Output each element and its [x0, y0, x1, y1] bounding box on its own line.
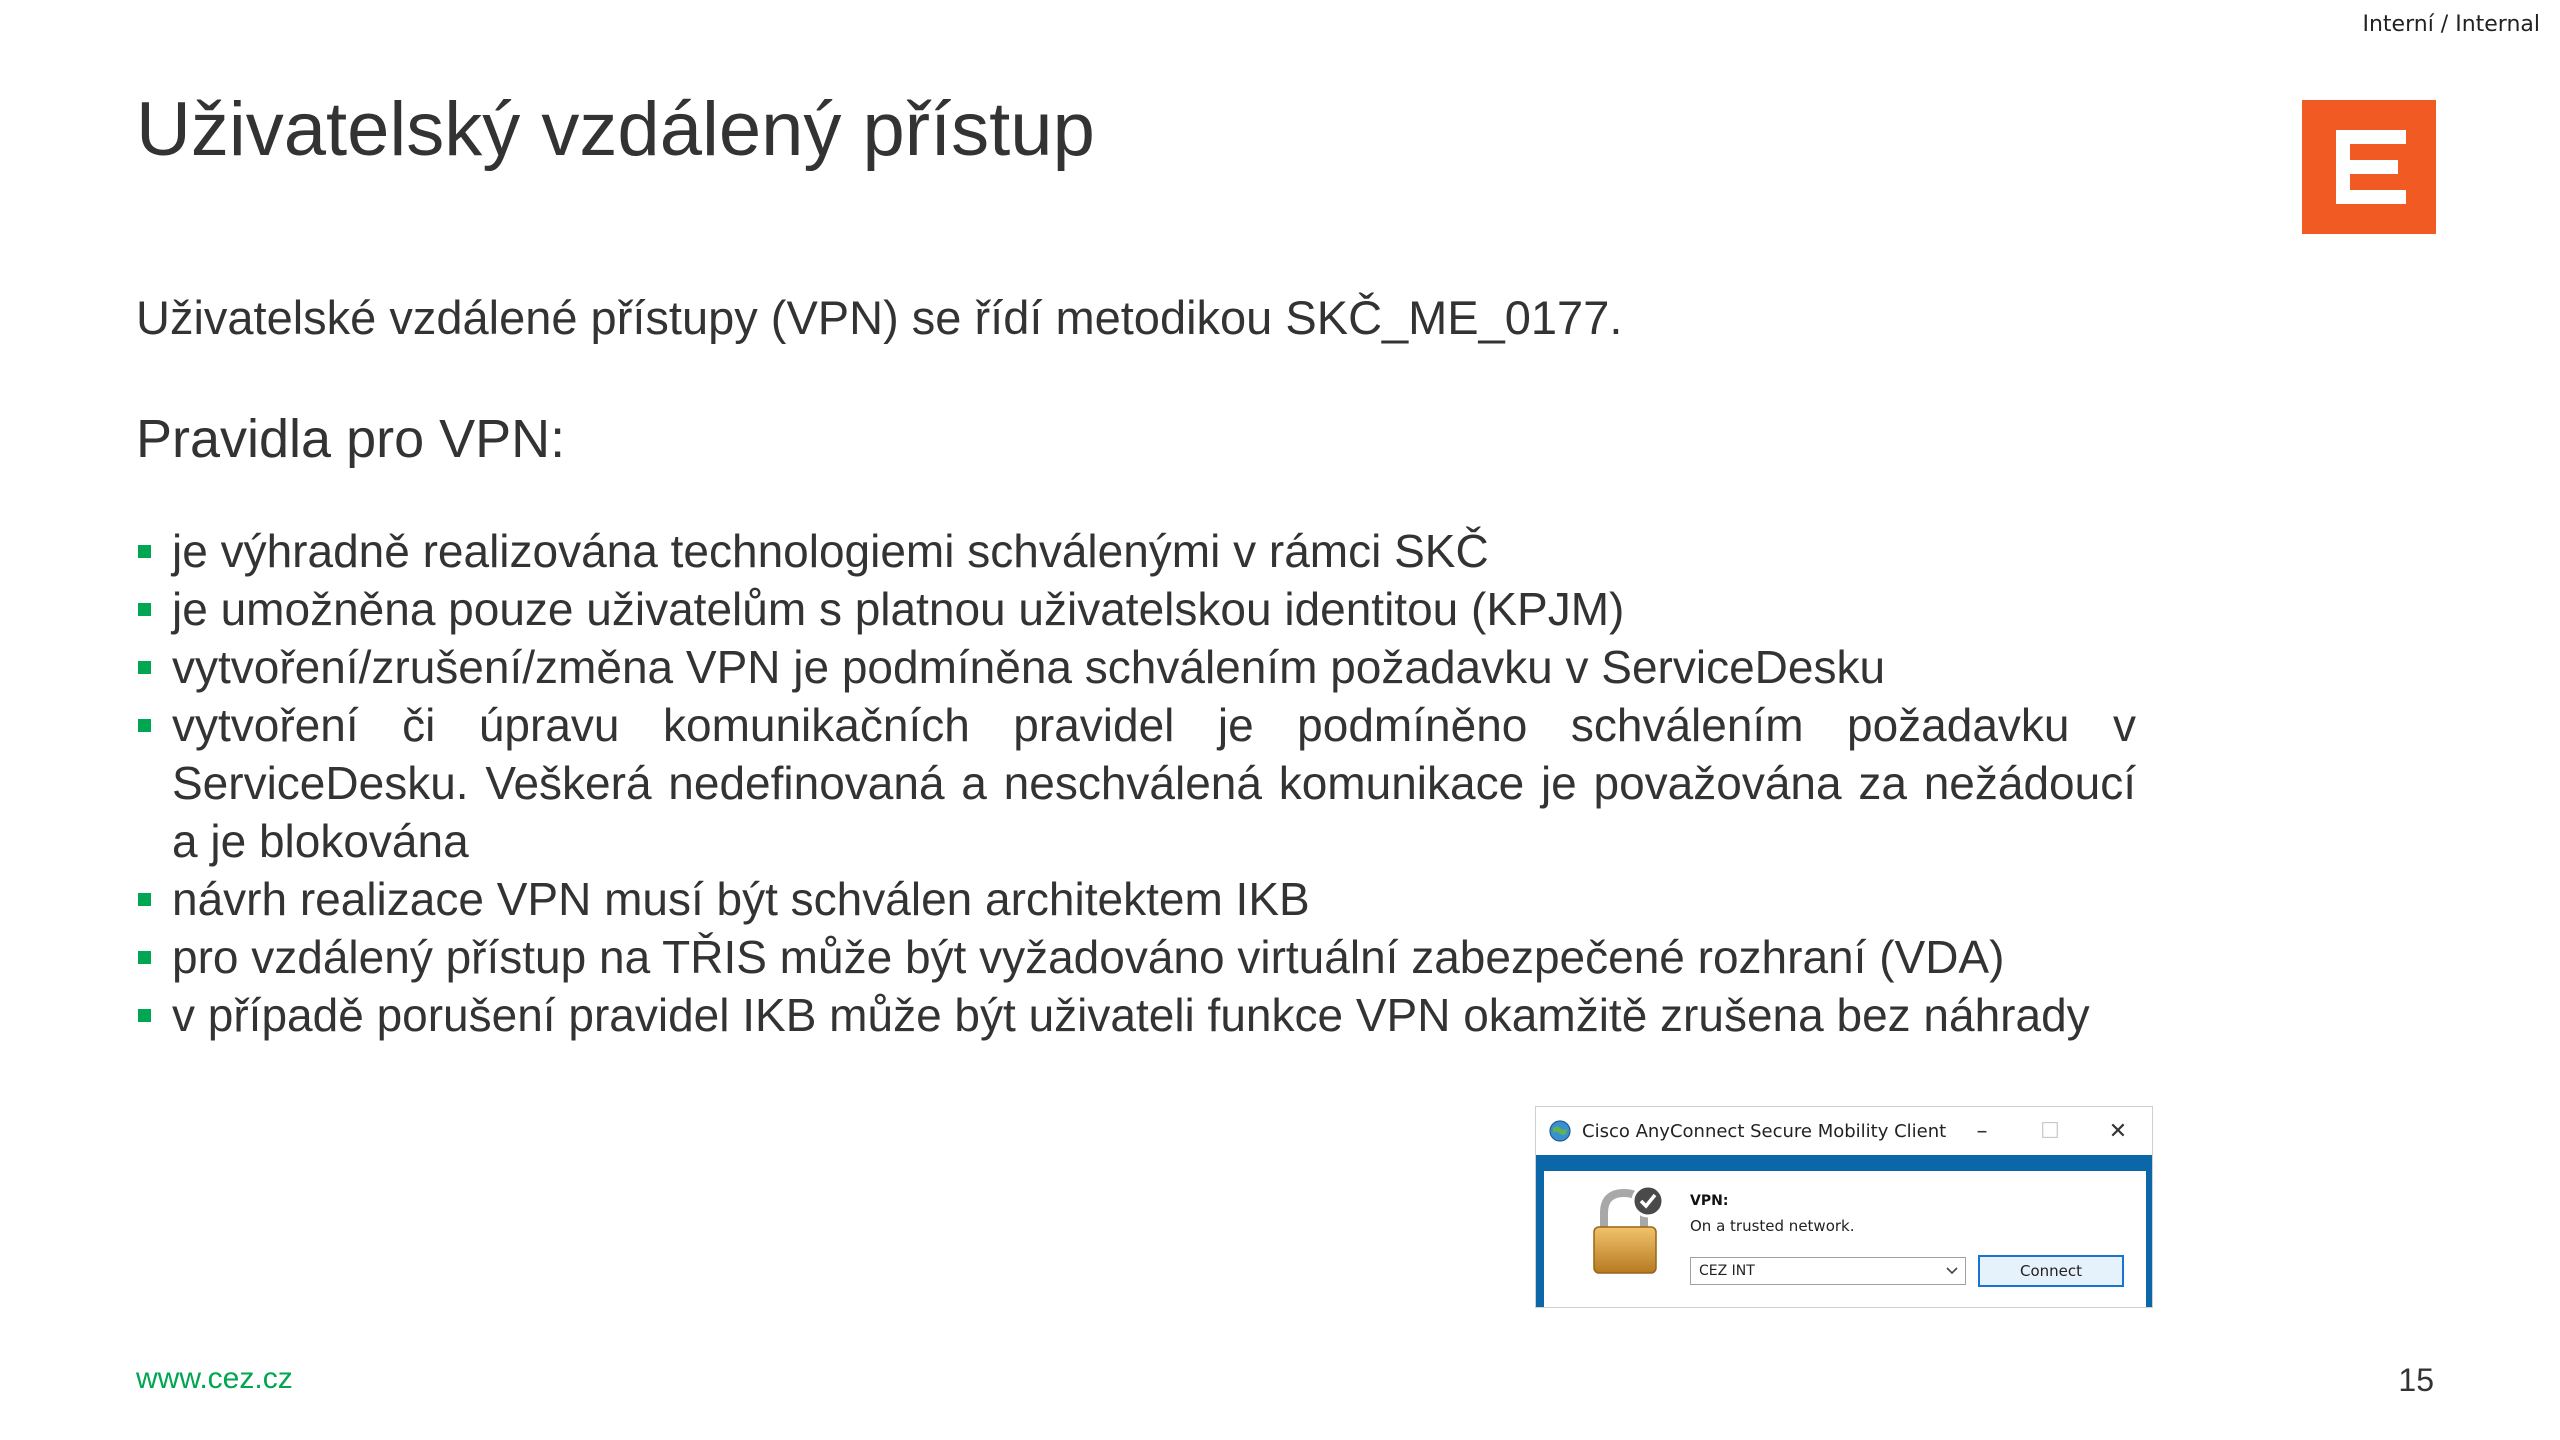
vpn-window-body: [1536, 1155, 2153, 1308]
cez-logo-icon: [2302, 100, 2436, 234]
slide-title: Uživatelský vzdálený přístup: [136, 87, 1095, 172]
vpn-panel: [1544, 1171, 2146, 1308]
vpn-rules-list: [136, 522, 2136, 1044]
selected-server: CEZ INT: [1699, 1263, 1755, 1279]
list-item: je umožněna pouze uživatelům s platnou uživatelskou identitou (KPJM): [136, 580, 2136, 638]
vpn-window-titlebar: [1536, 1107, 2152, 1155]
window-controls: [1948, 1107, 2152, 1155]
list-item: vytvoření/zrušení/změna VPN je podmíněna schválením požadavku v ServiceDesku: [136, 638, 2136, 696]
intro-text: Uživatelské vzdálené přístupy (VPN) se řídí metodikou SKČ_ME_0177.: [136, 291, 1623, 344]
page-number: 15: [2398, 1362, 2434, 1398]
vpn-server-select[interactable]: [1690, 1257, 1966, 1285]
list-item: je výhradně realizována technologiemi schválenými v rámci SKČ: [136, 522, 2136, 580]
cez-logo: [2302, 100, 2436, 234]
classification-label: Interní / Internal: [2362, 12, 2540, 37]
minimize-button[interactable]: –: [1976, 1118, 1988, 1144]
padlock-icon: [1584, 1183, 1668, 1279]
list-item: v případě porušení pravidel IKB může být uživateli funkce VPN okamžitě zrušena bez náhrady: [136, 986, 2136, 1044]
list-item: pro vzdálený přístup na TŘIS může být vyžadováno virtuální zabezpečené rozhraní (VDA): [136, 928, 2136, 986]
maximize-button[interactable]: ☐: [2040, 1118, 2060, 1144]
footer-url[interactable]: www.cez.cz: [136, 1362, 293, 1395]
checkmark-icon: [1633, 1186, 1663, 1216]
close-button[interactable]: ✕: [2108, 1118, 2128, 1144]
vpn-label: VPN:: [1690, 1193, 1729, 1209]
vpn-window-title: Cisco AnyConnect Secure Mobility Client: [1582, 1120, 1947, 1142]
vpn-status-text: On a trusted network.: [1690, 1217, 1855, 1235]
rules-heading: Pravidla pro VPN:: [136, 409, 566, 469]
list-item: návrh realizace VPN musí být schválen architektem IKB: [136, 870, 2136, 928]
anyconnect-globe-icon: [1548, 1119, 1572, 1143]
anyconnect-window-screenshot: [1535, 1106, 2153, 1308]
connect-button[interactable]: Connect: [1978, 1255, 2124, 1287]
chevron-down-icon: [1945, 1261, 1959, 1281]
list-item: vytvoření či úpravu komunikačních pravidel je podmíněno schválením požadavku v ServiceDesku. Veškerá nedefinovaná a neschválená komunikace je považována za nežádoucí a je blokována: [136, 696, 2136, 870]
